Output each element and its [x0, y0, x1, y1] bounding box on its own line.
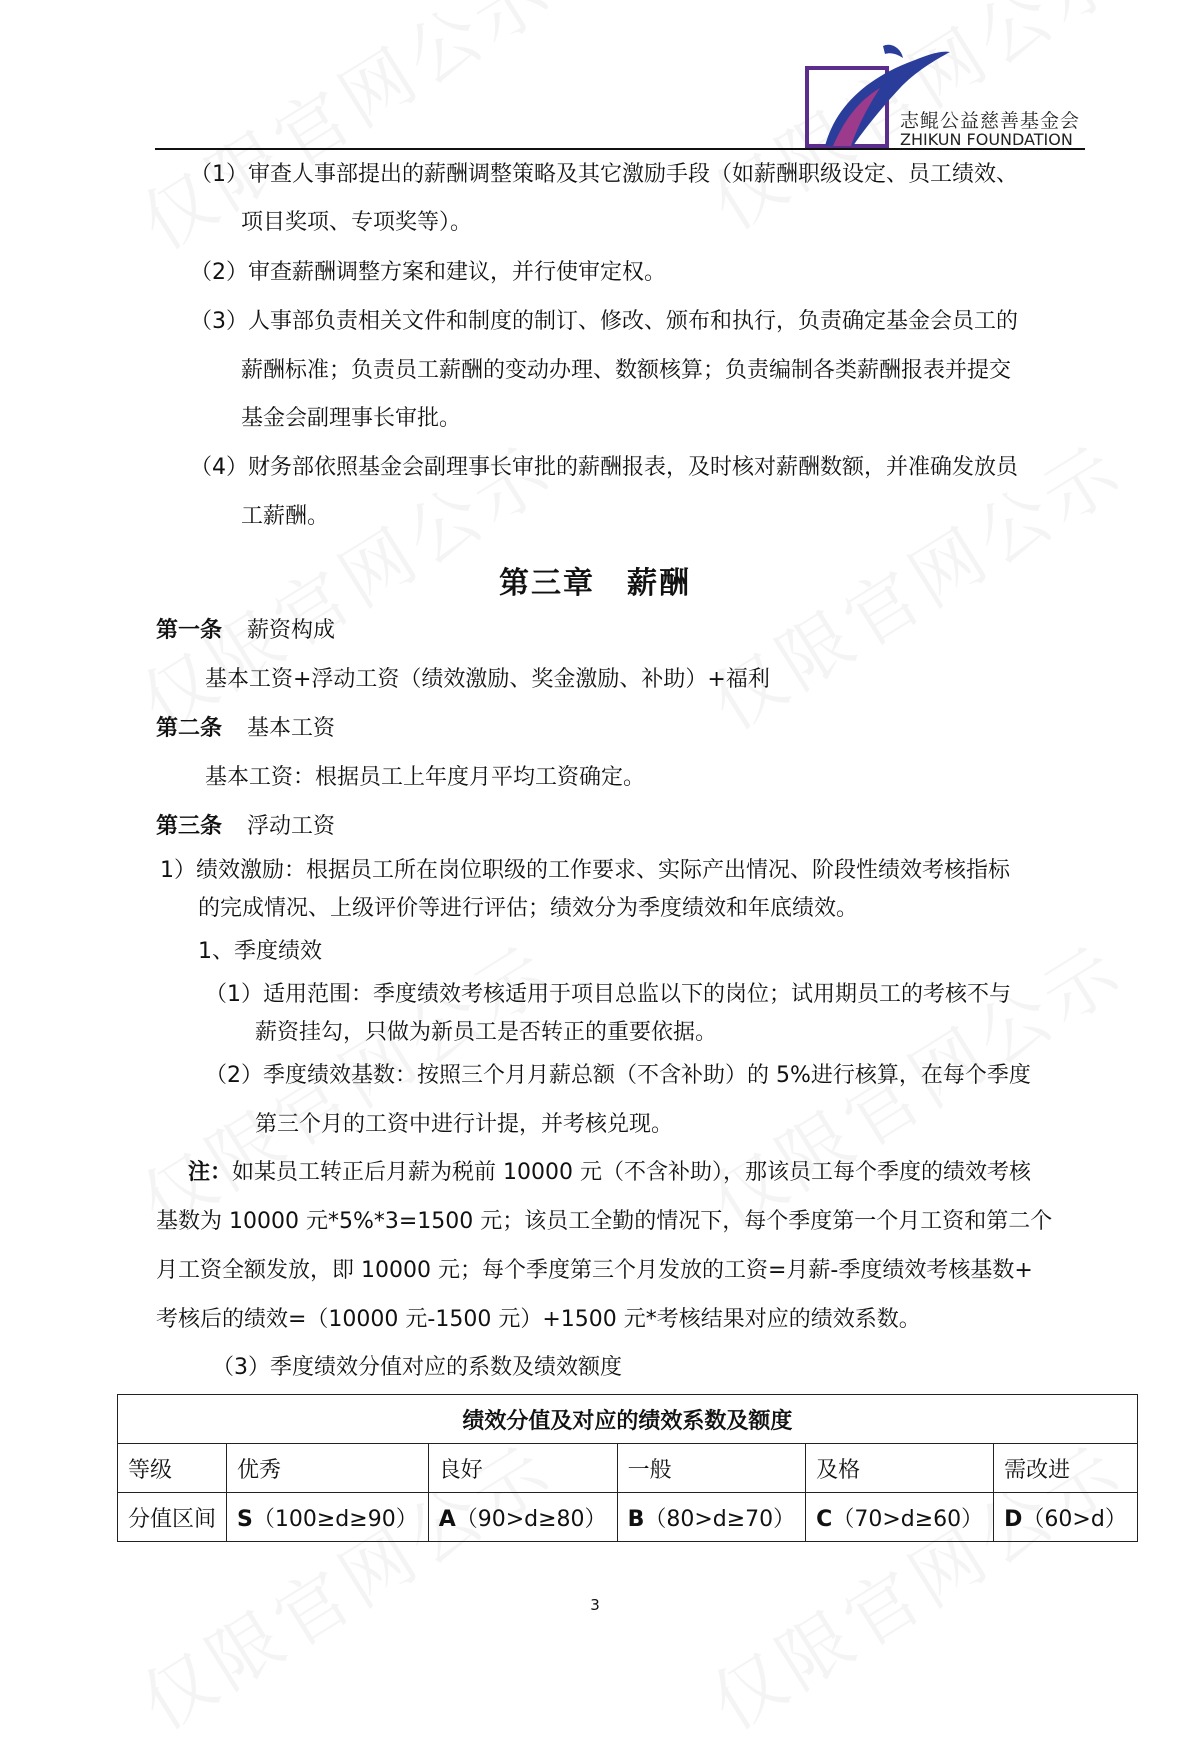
grade-range: （100≥d≥90） [252, 1506, 418, 1532]
item-4-line-1: （4）财务部依照基金会副理事长审批的薪酬报表，及时核对薪酬数额，并准确发放员 [190, 455, 1018, 480]
item-1-line-2: 项目奖项、专项奖等）。 [241, 210, 473, 235]
item-3-line-3: 基金会副理事长审批。 [241, 406, 462, 431]
grade-range: （60>d） [1022, 1506, 1127, 1532]
grade-letter: S [237, 1506, 253, 1532]
item-1-line-1: （1）审查人事部提出的薪酬调整策略及其它激励手段（如薪酬职级设定、员工绩效、 [190, 162, 1018, 187]
coefficient-heading: （3）季度绩效分值对应的系数及绩效额度 [212, 1355, 622, 1380]
table-row [118, 1444, 1138, 1493]
article-title: 浮动工资 [247, 814, 336, 839]
performance-incentive-line-2: 的完成情况、上级评价等进行评估；绩效分为季度绩效和年底绩效。 [198, 896, 859, 921]
scope-line-2: 薪资挂勾，只做为新员工是否转正的重要依据。 [255, 1020, 718, 1045]
table-cell [617, 1493, 806, 1542]
table-cell [428, 1493, 617, 1542]
scope-line-1: （1）适用范围：季度绩效考核适用于项目总监以下的岗位；试用期员工的考核不与 [205, 982, 1011, 1007]
table-cell: 分值区间 [118, 1493, 227, 1542]
item-4-line-2: 工薪酬。 [241, 504, 330, 529]
article-label: 第一条 [156, 618, 223, 643]
foundation-logo [805, 38, 1095, 148]
performance-table [117, 1394, 1138, 1542]
article-2-body: 基本工资：根据员工上年度月平均工资确定。 [205, 765, 646, 790]
note-line-2: 基数为 10000 元*5%*3=1500 元；该员工全勤的情况下，每个季度第一个月工资和第二个 [156, 1209, 1053, 1234]
article-3-heading [156, 812, 335, 842]
grade-letter: D [1004, 1506, 1023, 1532]
table-caption: 绩效分值及对应的绩效系数及额度 [118, 1395, 1138, 1444]
table-cell: 等级 [118, 1444, 227, 1493]
header-rule [155, 148, 1085, 150]
quarterly-performance-heading: 1、季度绩效 [198, 939, 322, 964]
base-line-2: 第三个月的工资中进行计提，并考核兑现。 [255, 1112, 674, 1137]
page-number: 3 [590, 1596, 600, 1614]
article-1-heading [156, 616, 335, 646]
note-line-3: 月工资全额发放，即 10000 元；每个季度第三个月发放的工资=月薪-季度绩效考核基数+ [156, 1258, 1033, 1283]
article-title: 薪资构成 [247, 618, 336, 643]
table-cell: 需改进 [994, 1444, 1138, 1493]
grade-range: （70>d≥60） [832, 1506, 984, 1532]
table-cell [806, 1493, 994, 1542]
org-name-cn: 志鲲公益慈善基金会 [900, 110, 1081, 132]
table-cell: 一般 [617, 1444, 806, 1493]
chapter-number: 第三章 [499, 566, 595, 601]
grade-letter: B [627, 1506, 645, 1532]
item-2: （2）审查薪酬调整方案和建议，并行使审定权。 [190, 260, 666, 285]
chapter-heading [0, 558, 1190, 602]
note-label: 注： [188, 1160, 233, 1185]
article-label: 第二条 [156, 716, 223, 741]
item-3-line-1: （3）人事部负责相关文件和制度的制订、修改、颁布和执行，负责确定基金会员工的 [190, 309, 1018, 334]
table-row [118, 1493, 1138, 1542]
note-line-4: 考核后的绩效=（10000 元-1500 元）+1500 元*考核结果对应的绩效系数。 [156, 1307, 921, 1332]
note-line-1 [188, 1158, 1031, 1188]
article-label: 第三条 [156, 814, 223, 839]
table-cell: 良好 [428, 1444, 617, 1493]
grade-letter: C [816, 1506, 833, 1532]
table-cell [994, 1493, 1138, 1542]
grade-range: （90>d≥80） [455, 1506, 607, 1532]
base-line-1: （2）季度绩效基数：按照三个月月薪总额（不含补助）的 5%进行核算，在每个季度 [205, 1063, 1031, 1088]
article-title: 基本工资 [247, 716, 336, 741]
item-3-line-2: 薪酬标准；负责员工薪酬的变动办理、数额核算；负责编制各类薪酬报表并提交 [241, 358, 1012, 383]
chapter-title: 薪酬 [627, 566, 691, 601]
table-cell: 及格 [806, 1444, 994, 1493]
article-1-body: 基本工资+浮动工资（绩效激励、奖金激励、补助）+福利 [205, 667, 770, 692]
performance-incentive-line-1: 1）绩效激励：根据员工所在岗位职级的工作要求、实际产出情况、阶段性绩效考核指标 [160, 858, 1010, 883]
table-cell [227, 1493, 429, 1542]
table-cell: 优秀 [227, 1444, 429, 1493]
note-text: 如某员工转正后月薪为税前 10000 元（不含补助），那该员工每个季度的绩效考核 [232, 1160, 1031, 1185]
grade-letter: A [438, 1506, 456, 1532]
org-name-en: ZHIKUN FOUNDATION [900, 130, 1073, 149]
article-2-heading [156, 714, 335, 744]
grade-range: （80>d≥70） [644, 1506, 796, 1532]
